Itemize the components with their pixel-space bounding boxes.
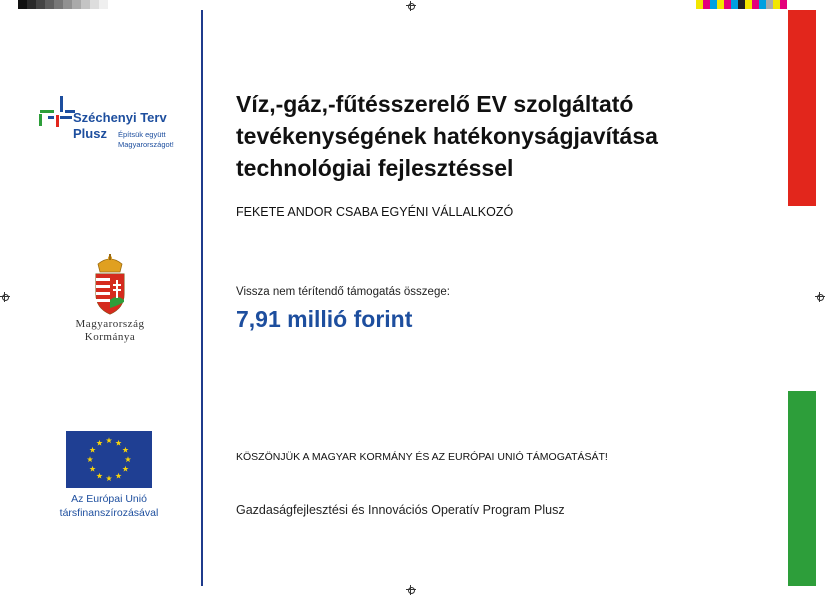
eu-star <box>96 473 102 479</box>
project-title-line1: Víz,-gáz,-fűtésszerelő EV szolgáltató <box>236 91 634 117</box>
eu-star <box>125 456 131 462</box>
eu-star <box>106 475 112 481</box>
eu-star <box>122 466 128 472</box>
eu-star <box>115 440 121 446</box>
szechenyi-title: Széchenyi Terv <box>73 110 167 125</box>
red-stripe <box>788 10 816 206</box>
government-name-line2: Kormánya <box>84 331 136 343</box>
registration-mark-top <box>406 1 416 11</box>
grant-amount-label: Vissza nem térítendő támogatás összege: <box>236 286 450 298</box>
print-grayscale-bar <box>18 0 108 9</box>
szechenyi-tagline <box>118 130 174 150</box>
eu-star <box>87 456 93 462</box>
eu-star <box>90 447 96 453</box>
eu-star <box>122 447 128 453</box>
program-name: Gazdaságfejlesztési és Innovációs Operatív Program Plusz <box>236 503 565 517</box>
szechenyi-plusz: Plusz <box>73 126 107 141</box>
eu-star <box>115 473 121 479</box>
eu-text-line2: társfinanszírozásával <box>59 507 159 519</box>
project-title-line3: technológiai fejlesztéssel <box>236 155 514 181</box>
vertical-divider <box>201 10 203 586</box>
registration-mark-right <box>815 292 825 302</box>
thanks-message: KÖSZÖNJÜK A MAGYAR KORMÁNY ÉS AZ EURÓPAI UNIÓ TÁMOGATÁSÁT! <box>236 451 608 463</box>
grant-amount: 7,91 millió forint <box>236 306 413 332</box>
project-title <box>236 88 776 184</box>
eu-text-line1: Az Európai Unió <box>71 493 147 505</box>
project-title-line2: tevékenységének hatékonyságjavítása <box>236 123 658 149</box>
szechenyi-tagline-line2: Magyarországot! <box>118 140 174 149</box>
registration-mark-left <box>0 292 10 302</box>
eu-star <box>106 437 112 443</box>
hungarian-coat-of-arms-icon <box>90 254 130 316</box>
eu-star <box>90 466 96 472</box>
eu-star <box>96 440 102 446</box>
print-color-bar <box>696 0 787 9</box>
registration-mark-bottom <box>406 585 416 595</box>
eu-flag <box>66 431 152 488</box>
eu-flag-icon <box>66 431 152 488</box>
beneficiary-name: FEKETE ANDOR CSABA EGYÉNI VÁLLALKOZÓ <box>236 205 514 219</box>
szechenyi-tagline-line1: Építsük együtt <box>118 130 166 139</box>
government-name-line1: Magyarország <box>75 318 145 330</box>
green-stripe <box>788 391 816 586</box>
